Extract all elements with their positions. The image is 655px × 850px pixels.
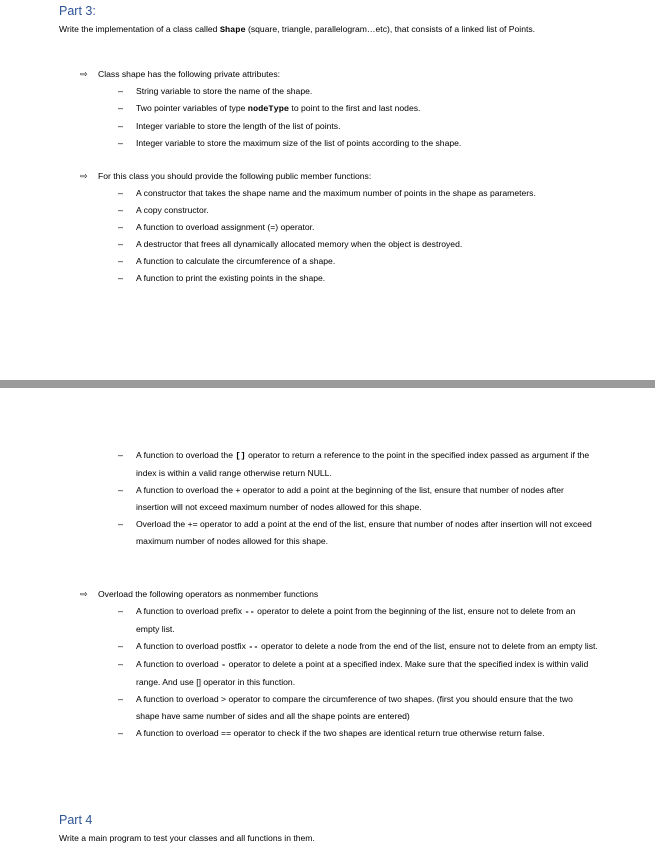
item-text-end: operator to delete a point from the beginning of the list, ensure not to delete from an empty list.	[136, 606, 576, 634]
item-text-end: operator to add a point at the beginning of the list, ensure that number of nodes after insertion will not exceed maximum number of nodes allowed for this shape.	[136, 485, 564, 512]
item-code: +=	[187, 519, 198, 529]
item-code: ==	[221, 728, 232, 738]
list-item: – A constructor that takes the shape name and the maximum number of points in the shape as parameters.	[118, 185, 598, 202]
item-text-start: A function to overload postfix	[136, 641, 249, 651]
list-item	[118, 691, 598, 725]
intro-text-start: Write the implementation of a class called	[59, 24, 220, 34]
item-text-end: operator to delete a node from the end of the list, ensure not to delete from an empty list.	[258, 641, 598, 651]
item-text-start: A function to overload the	[136, 485, 236, 495]
list-item: – Integer variable to store the maximum size of the list of points according to the shape.	[118, 135, 598, 152]
nonmembers-lead-text: Overload the following operators as nonmember functions	[98, 589, 319, 599]
item-text-end: operator to return a reference to the point in the specified index passed as argument if the index is within a valid range otherwise return NULL.	[136, 450, 590, 478]
intro-text-end: (square, triangle, parallelogram…etc), that consists of a linked list of Points.	[245, 24, 536, 34]
list-item	[118, 482, 598, 516]
nonmembers-lead	[80, 586, 318, 603]
item-code: nodeType	[247, 104, 290, 114]
item-text-end: to point to the first and last nodes.	[289, 103, 421, 113]
members-list	[118, 185, 598, 287]
list-item	[118, 447, 598, 482]
item-code: --	[248, 642, 259, 652]
item-text-start: A function to overload	[136, 659, 222, 669]
item-text-end: operator to check if the two shapes are identical return true otherwise return false.	[231, 728, 545, 738]
list-item	[118, 100, 598, 118]
item-text-start: A function to overload the	[136, 450, 236, 460]
arrow-icon: ⇨	[80, 589, 88, 599]
item-text-end: operator to compare the circumference of two shapes. (first you should ensure that the two shape have same number of sides and all the shape points are entered)	[136, 694, 573, 721]
list-item: – Integer variable to store the length of the list of points.	[118, 118, 598, 135]
document-page-1	[0, 0, 655, 380]
list-item: – A function to calculate the circumference of a shape.	[118, 253, 598, 270]
item-text-end: operator to add a point at the end of the list, ensure that number of nodes after insertion will not exceed maximum number of nodes allowed for this shape.	[136, 519, 592, 546]
nonmembers-list	[118, 603, 598, 742]
part3-heading: Part 3:	[59, 4, 96, 18]
part3-intro	[59, 21, 599, 39]
members-lead	[80, 168, 371, 185]
attributes-lead	[80, 66, 280, 83]
list-item: – A destructor that frees all dynamically allocated memory when the object is destroyed.	[118, 236, 598, 253]
list-item: – A copy constructor.	[118, 202, 598, 219]
item-text-start: Two pointer variables of type	[136, 103, 248, 113]
item-text-start: A function to overload	[136, 728, 222, 738]
item-code: >	[221, 694, 227, 704]
item-code: -	[221, 660, 227, 670]
attributes-lead-text: Class shape has the following private attributes:	[98, 69, 281, 79]
attributes-list	[118, 83, 598, 152]
members-list-continued	[118, 447, 598, 550]
item-text-start: Overload the	[136, 519, 188, 529]
intro-class-name: Shape	[219, 25, 246, 35]
list-item: – String variable to store the name of the shape.	[118, 83, 598, 100]
list-item	[118, 638, 598, 656]
item-text-start: A function to overload prefix	[136, 606, 245, 616]
part4-text: Write a main program to test your classes and all functions in them.	[59, 833, 315, 843]
item-text-end: operator to delete a point at a specified index. Make sure that the specified index is within valid range. And use [] operator in this function.	[136, 659, 589, 687]
list-item	[118, 603, 598, 638]
item-code: --	[244, 607, 255, 617]
list-item	[118, 516, 598, 550]
list-item	[118, 725, 598, 742]
list-item: – A function to overload assignment (=) operator.	[118, 219, 598, 236]
members-lead-text: For this class you should provide the following public member functions:	[98, 171, 372, 181]
item-text-start: A function to overload	[136, 694, 222, 704]
list-item: – A function to print the existing points in the shape.	[118, 270, 598, 287]
document-page-2	[0, 388, 655, 850]
arrow-icon: ⇨	[80, 69, 88, 79]
item-code: []	[235, 451, 246, 461]
item-code: +	[235, 485, 241, 495]
arrow-icon: ⇨	[80, 171, 88, 181]
page-divider	[0, 380, 655, 388]
list-item	[118, 656, 598, 691]
part4-heading: Part 4	[59, 813, 93, 827]
